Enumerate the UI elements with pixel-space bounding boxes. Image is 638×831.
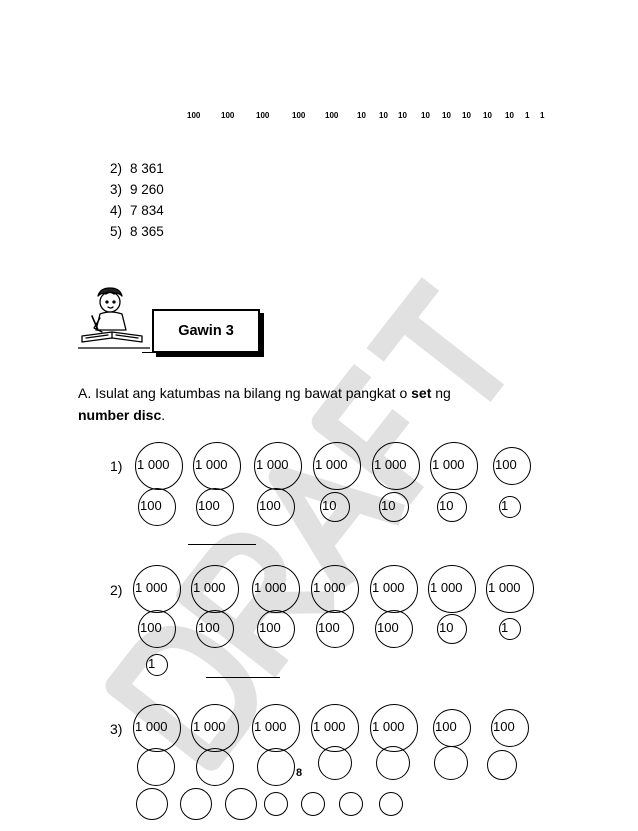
number-disc bbox=[257, 748, 295, 786]
number-disc-label: 100 bbox=[259, 498, 281, 513]
instruction-text: A. Isulat ang katumbas na bilang ng bawat pangkat o set ng number disc. bbox=[78, 385, 451, 423]
number-disc-label: 1 000 bbox=[432, 457, 465, 472]
disc-label: 100 bbox=[325, 111, 339, 120]
number-disc-label: 1 000 bbox=[135, 580, 168, 595]
number-disc-label: 10 bbox=[381, 498, 396, 513]
number-disc-label: 1 000 bbox=[315, 457, 348, 472]
number-disc bbox=[376, 746, 410, 780]
disc-label: 10 bbox=[357, 111, 366, 120]
number-disc-label: 100 bbox=[435, 719, 457, 734]
disc-label: 10 bbox=[505, 111, 514, 120]
number-disc-label: 100 bbox=[140, 620, 162, 635]
number-disc bbox=[318, 746, 352, 780]
number-disc bbox=[301, 792, 325, 816]
activity-title-box bbox=[152, 309, 260, 353]
disc-label: 10 bbox=[379, 111, 388, 120]
number-disc-label: 1 000 bbox=[195, 457, 228, 472]
number-disc-label: 1 000 bbox=[193, 719, 226, 734]
number-disc bbox=[487, 750, 517, 780]
list-item: 5) 8 365 bbox=[110, 224, 164, 239]
number-disc bbox=[137, 748, 175, 786]
number-disc-label: 100 bbox=[259, 620, 281, 635]
number-disc-label: 1 000 bbox=[488, 580, 521, 595]
number-disc-label: 1 000 bbox=[374, 457, 407, 472]
number-disc-label: 1 000 bbox=[313, 719, 346, 734]
number-disc-label: 100 bbox=[198, 620, 220, 635]
student-writing-illustration bbox=[78, 286, 150, 352]
disc-label: 10 bbox=[398, 111, 407, 120]
number-disc-label: 1 bbox=[148, 656, 156, 671]
number-disc-label: 1 000 bbox=[254, 719, 287, 734]
number-disc bbox=[180, 788, 212, 820]
number-disc-label: 100 bbox=[140, 498, 162, 513]
activity-title: Gawin 3 bbox=[178, 323, 234, 339]
number-disc-label: 10 bbox=[439, 498, 454, 513]
number-disc bbox=[379, 792, 403, 816]
disc-label: 100 bbox=[292, 111, 306, 120]
answer-list bbox=[110, 158, 164, 242]
list-item: 2) 8 361 bbox=[110, 161, 164, 176]
disc-label: 1 bbox=[525, 111, 530, 120]
disc-label: 10 bbox=[442, 111, 451, 120]
number-disc-label: 1 000 bbox=[135, 719, 168, 734]
list-item: 3) 9 260 bbox=[110, 182, 164, 197]
number-disc bbox=[225, 788, 257, 820]
number-disc-label: 1 bbox=[501, 620, 509, 635]
number-disc bbox=[196, 748, 234, 786]
list-item: 4) 7 834 bbox=[110, 203, 164, 218]
number-disc bbox=[264, 792, 288, 816]
number-disc-label: 10 bbox=[322, 498, 337, 513]
number-disc-label: 1 000 bbox=[372, 719, 405, 734]
number-disc-label: 100 bbox=[198, 498, 220, 513]
number-disc-label: 1 000 bbox=[193, 580, 226, 595]
number-disc bbox=[434, 746, 468, 780]
number-disc-label: 1 000 bbox=[256, 457, 289, 472]
answer-blank-line[interactable] bbox=[206, 677, 280, 678]
number-disc-label: 1 000 bbox=[254, 580, 287, 595]
number-disc-label: 100 bbox=[493, 719, 515, 734]
number-disc bbox=[339, 792, 363, 816]
disc-label: 1 bbox=[540, 111, 545, 120]
number-disc-label: 1 000 bbox=[137, 457, 170, 472]
number-disc-label: 100 bbox=[318, 620, 340, 635]
disc-label: 10 bbox=[421, 111, 430, 120]
disc-label: 10 bbox=[462, 111, 471, 120]
disc-label: 100 bbox=[187, 111, 201, 120]
number-disc-label: 1 000 bbox=[313, 580, 346, 595]
answer-blank-line[interactable] bbox=[188, 544, 256, 545]
number-disc-label: 1 bbox=[501, 498, 509, 513]
item-number: 1) bbox=[110, 458, 123, 474]
number-disc-label: 100 bbox=[377, 620, 399, 635]
item-number: 3) bbox=[110, 721, 123, 737]
disc-label: 10 bbox=[483, 111, 492, 120]
number-disc-label: 1 000 bbox=[430, 580, 463, 595]
number-disc-label: 10 bbox=[439, 620, 454, 635]
number-disc bbox=[136, 788, 168, 820]
number-disc-label: 100 bbox=[495, 457, 517, 472]
item-number: 2) bbox=[110, 582, 123, 598]
number-disc-label: 1 000 bbox=[372, 580, 405, 595]
title-underline bbox=[142, 352, 262, 353]
page-number: 8 bbox=[296, 767, 303, 779]
disc-label: 100 bbox=[256, 111, 270, 120]
disc-label: 100 bbox=[221, 111, 235, 120]
